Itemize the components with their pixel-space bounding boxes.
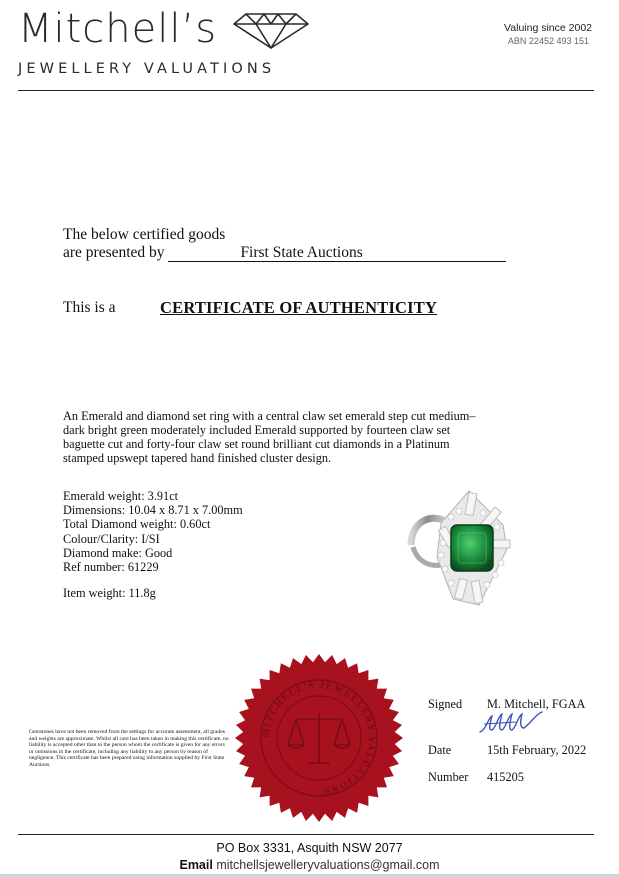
presented-by-block xyxy=(63,226,506,262)
item-details xyxy=(63,489,243,574)
certificate-title: CERTIFICATE OF AUTHENTICITY xyxy=(160,298,438,317)
presented-by-label: are presented by xyxy=(63,244,165,261)
detail-line: Ref number: 61229 xyxy=(63,560,159,575)
date-value: 15th February, 2022 xyxy=(487,743,587,757)
brand-subtitle: JEWELLERY VALUATIONS xyxy=(18,61,276,77)
signed-name: M. Mitchell, FGAA xyxy=(487,697,586,711)
detail-line: Total Diamond weight: 0.60ct xyxy=(63,517,211,532)
number-label: Number xyxy=(428,770,469,784)
diamond-icon xyxy=(232,10,310,50)
footer-divider xyxy=(18,834,594,835)
header-divider xyxy=(18,90,594,91)
brand-name: Mitchell’s xyxy=(18,6,218,52)
seal-ring-text: MITCHELL’S JEWELLERY VALUATIONS xyxy=(261,680,377,795)
email-link[interactable]: mitchellsjewelleryvaluations@gmail.com xyxy=(216,858,440,872)
item-description: An Emerald and diamond set ring with a central claw set emerald step cut medium–dark bright green moderately included Emerald supported by fourteen claw set baguette cut and forty-four claw set round brilliant cut diamonds in a Platinum stamped upswept tapered hand finished cluster design. xyxy=(63,409,476,465)
tagline: Valuing since 2002 xyxy=(504,22,592,34)
date-label: Date xyxy=(428,743,452,757)
detail-line: Emerald weight: 3.91ct xyxy=(63,489,179,503)
signature-image xyxy=(476,708,552,738)
email-line xyxy=(0,858,619,872)
certificate-number: 415205 xyxy=(487,770,524,784)
detail-line: Dimensions: 10.04 x 8.71 x 7.00mm xyxy=(63,503,243,518)
disclaimer-text: Gemstones have not been removed from the settings for accurate assessment, all grades and weights are approximate. Whilst all care has been taken in making this certificate, no liability is accepted other than to the person whom the certificate is given for any errors or omissions in the certificate, including any liability to any person by reason of negligence. This certificate has been prepared using information supplied by First State Auctions. xyxy=(29,729,229,768)
abn-number: ABN 22452 493 151 xyxy=(507,36,589,46)
detail-line: Diamond make: Good xyxy=(63,545,173,560)
ring-photo xyxy=(407,487,517,611)
wax-seal xyxy=(234,653,404,823)
certificate-prefix: This is a xyxy=(63,299,116,316)
presenter-name: First State Auctions xyxy=(168,244,506,262)
email-label: Email xyxy=(179,858,213,872)
item-weight: Item weight: 11.8g xyxy=(63,586,156,600)
intro-line: The below certified goods xyxy=(63,226,226,243)
postal-address: PO Box 3331, Asquith NSW 2077 xyxy=(216,841,403,855)
detail-line: Colour/Clarity: I/SI xyxy=(63,531,160,546)
signed-label: Signed xyxy=(428,697,463,711)
